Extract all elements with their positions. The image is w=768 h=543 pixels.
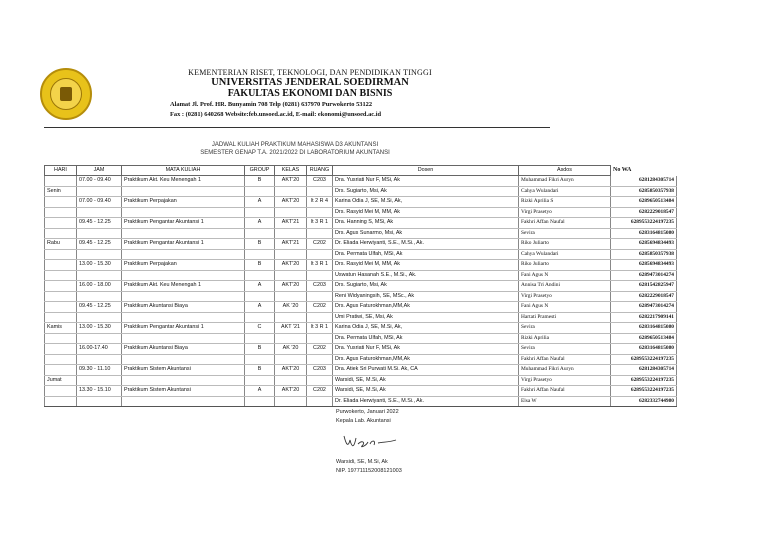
- cell-asdos: Fani Agus N: [519, 302, 611, 313]
- cell-mata-kuliah: [122, 186, 245, 197]
- table-row: [45, 239, 677, 250]
- cell-jam: [77, 186, 122, 197]
- cell-ruang: [307, 228, 333, 239]
- cell-asdos: Hartati Pramesti: [519, 312, 611, 323]
- cell-asdos: Virgi Prasetyo: [519, 375, 611, 386]
- table-row: [45, 365, 677, 376]
- cell-jam: [77, 228, 122, 239]
- cell-mata-kuliah: Praktikum Pengantar Akuntansi 1: [122, 239, 245, 250]
- cell-ruang: lt 3 R 1: [307, 323, 333, 334]
- cell-hari: [45, 396, 77, 407]
- cell-group: [245, 249, 275, 260]
- cell-mata-kuliah: [122, 228, 245, 239]
- cell-mata-kuliah: [122, 354, 245, 365]
- letterhead-divider: [44, 127, 550, 128]
- table-row: [45, 302, 677, 313]
- cell-kelas: AKT'20: [275, 197, 307, 208]
- cell-dosen: Drs. Agus Faturokhman,MM,Ak: [333, 302, 519, 313]
- signatory-nip: NIP. 197711152008121003: [336, 468, 402, 474]
- cell-group: B: [245, 260, 275, 271]
- cell-mata-kuliah: [122, 333, 245, 344]
- cell-group: B: [245, 176, 275, 187]
- cell-group: [245, 270, 275, 281]
- cell-no-wa: 6289553224197235: [611, 218, 677, 229]
- table-row: [45, 197, 677, 208]
- cell-kelas: [275, 312, 307, 323]
- table-row: [45, 291, 677, 302]
- cell-dosen: Dra. Yusriati Nur F, MSi, Ak: [333, 176, 519, 187]
- cell-ruang: [307, 333, 333, 344]
- cell-asdos: Virgi Prasetyo: [519, 207, 611, 218]
- cell-ruang: C202: [307, 302, 333, 313]
- table-row: [45, 176, 677, 187]
- cell-ruang: [307, 312, 333, 323]
- cell-jam: [77, 270, 122, 281]
- cell-dosen: Dra. Atiek Sri Purwati M.Si. Ak, CA: [333, 365, 519, 376]
- cell-group: [245, 207, 275, 218]
- cell-no-wa: 6282229018547: [611, 291, 677, 302]
- cell-jam: [77, 375, 122, 386]
- cell-mata-kuliah: Praktikum Pengantar Akuntansi 1: [122, 218, 245, 229]
- cell-no-wa: 6285694834493: [611, 260, 677, 271]
- cell-kelas: AKT '21: [275, 323, 307, 334]
- cell-mata-kuliah: [122, 375, 245, 386]
- table-header-row: [45, 166, 677, 176]
- cell-kelas: [275, 186, 307, 197]
- cell-hari: [45, 281, 77, 292]
- cell-group: A: [245, 386, 275, 397]
- cell-jam: 13.30 - 15.10: [77, 386, 122, 397]
- cell-no-wa: 6281284305714: [611, 176, 677, 187]
- cell-kelas: AK '20: [275, 302, 307, 313]
- table-row: [45, 312, 677, 323]
- cell-asdos: Fakhri Affan Naufal: [519, 354, 611, 365]
- table-row: [45, 375, 677, 386]
- cell-group: [245, 333, 275, 344]
- cell-ruang: lt 2 R 4: [307, 197, 333, 208]
- cell-ruang: [307, 396, 333, 407]
- cell-mata-kuliah: Praktikum Pengantar Akuntansi 1: [122, 323, 245, 334]
- cell-dosen: Drs. Rasyid Mei M, MM, Ak: [333, 260, 519, 271]
- cell-hari: [45, 344, 77, 355]
- cell-hari: [45, 218, 77, 229]
- cell-kelas: AKT'20: [275, 176, 307, 187]
- header-asdos: Asdos: [519, 166, 611, 176]
- cell-no-wa: 6289473014274: [611, 270, 677, 281]
- header-no-wa: No WA: [613, 167, 632, 173]
- cell-asdos: Elsa W: [519, 396, 611, 407]
- cell-dosen: Drs. Rasyid Mei M, MM, Ak: [333, 207, 519, 218]
- cell-kelas: [275, 375, 307, 386]
- header-group: GROUP: [245, 166, 275, 176]
- cell-ruang: [307, 186, 333, 197]
- cell-asdos: Annisa Tri Andini: [519, 281, 611, 292]
- cell-group: [245, 312, 275, 323]
- table-row: [45, 249, 677, 260]
- cell-kelas: AKT'21: [275, 239, 307, 250]
- cell-mata-kuliah: Praktikum Sistem Akuntansi: [122, 386, 245, 397]
- table-row: [45, 281, 677, 292]
- cell-group: [245, 291, 275, 302]
- faculty-name: FAKULTAS EKONOMI DAN BISNIS: [227, 88, 393, 99]
- ministry-name: KEMENTERIAN RISET, TEKNOLOGI, DAN PENDIDIKAN TINGGI: [188, 68, 432, 77]
- table-row: [45, 186, 677, 197]
- cell-mata-kuliah: [122, 312, 245, 323]
- table-row: [45, 270, 677, 281]
- cell-no-wa: 6289650513484: [611, 333, 677, 344]
- cell-hari: [45, 312, 77, 323]
- cell-asdos: Sevira: [519, 228, 611, 239]
- cell-ruang: [307, 375, 333, 386]
- cell-kelas: [275, 291, 307, 302]
- cell-no-wa: 6289553224197235: [611, 375, 677, 386]
- cell-group: [245, 396, 275, 407]
- cell-kelas: AKT'21: [275, 218, 307, 229]
- header-dosen: Dosen: [333, 166, 519, 176]
- cell-ruang: C202: [307, 344, 333, 355]
- table-row: [45, 207, 677, 218]
- cell-dosen: Drs. Agus Sunarmo, Msi, Ak: [333, 228, 519, 239]
- cell-jam: 09.45 - 12.25: [77, 218, 122, 229]
- cell-asdos: Fakhri Affan Naufal: [519, 386, 611, 397]
- cell-hari: [45, 176, 77, 187]
- cell-no-wa: 6282217909141: [611, 312, 677, 323]
- cell-hari: Senin: [45, 186, 77, 197]
- table-row: [45, 396, 677, 407]
- document-title: JADWAL KULIAH PRAKTIKUM MAHASISWA D3 AKUNTANSI: [211, 142, 379, 148]
- cell-mata-kuliah: Praktikum Akt. Keu Menengah 1: [122, 281, 245, 292]
- cell-kelas: [275, 228, 307, 239]
- cell-asdos: Riko Juliarto: [519, 260, 611, 271]
- signature-image: [340, 430, 400, 452]
- cell-ruang: C202: [307, 386, 333, 397]
- cell-hari: [45, 270, 77, 281]
- cell-jam: 16.00-17.40: [77, 344, 122, 355]
- cell-group: B: [245, 344, 275, 355]
- cell-dosen: Uswatun Hasanah S.E., M.Si., Ak.: [333, 270, 519, 281]
- cell-ruang: C203: [307, 176, 333, 187]
- cell-kelas: AKT'20: [275, 365, 307, 376]
- header-ruang: RUANG: [307, 166, 333, 176]
- cell-asdos: Riko Juliarto: [519, 239, 611, 250]
- cell-asdos: Muhammad Fikri Auryn: [519, 176, 611, 187]
- cell-no-wa: 6285694834493: [611, 239, 677, 250]
- address-line: Alamat Jl. Prof. HR. Bunyamin 708 Telp (0281) 637970 Purwokerto 53122: [170, 101, 373, 108]
- cell-asdos: Rizki Aprilia S: [519, 197, 611, 208]
- document-subtitle: SEMESTER GENAP T.A. 2021/2022 DI LABORATORIUM AKUNTANSI: [200, 150, 390, 156]
- table-row: [45, 323, 677, 334]
- cell-mata-kuliah: [122, 249, 245, 260]
- cell-mata-kuliah: [122, 396, 245, 407]
- cell-group: A: [245, 197, 275, 208]
- cell-jam: [77, 396, 122, 407]
- cell-mata-kuliah: [122, 270, 245, 281]
- table-row: [45, 344, 677, 355]
- cell-jam: [77, 291, 122, 302]
- cell-hari: [45, 260, 77, 271]
- cell-no-wa: 6289553224197235: [611, 354, 677, 365]
- cell-asdos: Sevira: [519, 344, 611, 355]
- cell-no-wa: 6285850357938: [611, 186, 677, 197]
- cell-kelas: [275, 249, 307, 260]
- cell-no-wa: 6282229018547: [611, 207, 677, 218]
- header-jam: JAM: [77, 166, 122, 176]
- cell-group: [245, 354, 275, 365]
- cell-hari: [45, 333, 77, 344]
- cell-kelas: AKT'20: [275, 386, 307, 397]
- cell-mata-kuliah: Praktikum Sistem Akuntansi: [122, 365, 245, 376]
- cell-no-wa: 6283164815080: [611, 228, 677, 239]
- table-row: [45, 218, 677, 229]
- cell-dosen: Dra. Permata Ulfah, MSi, Ak: [333, 249, 519, 260]
- cell-hari: [45, 291, 77, 302]
- cell-dosen: Dra. Yusriati Nur F, MSi, Ak: [333, 344, 519, 355]
- cell-no-wa: 6282332744980: [611, 396, 677, 407]
- cell-ruang: [307, 291, 333, 302]
- cell-kelas: [275, 396, 307, 407]
- cell-group: B: [245, 365, 275, 376]
- cell-dosen: Dr. Eliada Herwiyanti, S.E., M.Si., Ak.: [333, 239, 519, 250]
- place-date: Purwokerto, Januari 2022: [336, 409, 399, 415]
- cell-jam: 09.45 - 12.25: [77, 239, 122, 250]
- cell-hari: Jumat: [45, 375, 77, 386]
- cell-no-wa: 6281284305714: [611, 365, 677, 376]
- cell-ruang: [307, 207, 333, 218]
- cell-hari: [45, 249, 77, 260]
- cell-group: A: [245, 302, 275, 313]
- cell-mata-kuliah: Praktikum Perpajakan: [122, 197, 245, 208]
- table-row: [45, 354, 677, 365]
- table-row: [45, 386, 677, 397]
- cell-dosen: Drs. Agus Faturokhman,MM,Ak: [333, 354, 519, 365]
- signatory-position: Kepala Lab. Akuntansi: [336, 418, 391, 424]
- cell-hari: [45, 197, 77, 208]
- header-kelas: KELAS: [275, 166, 307, 176]
- header-hari: HARI: [45, 166, 77, 176]
- cell-dosen: Umi Pratiwi, SE, Msi, Ak: [333, 312, 519, 323]
- cell-jam: 07.00 - 09.40: [77, 176, 122, 187]
- cell-mata-kuliah: Praktikum Akt. Keu Menengah 1: [122, 176, 245, 187]
- cell-hari: [45, 228, 77, 239]
- cell-jam: 09.30 - 11.10: [77, 365, 122, 376]
- cell-group: A: [245, 218, 275, 229]
- cell-jam: 07.00 - 09.40: [77, 197, 122, 208]
- cell-jam: [77, 354, 122, 365]
- cell-dosen: Dr. Eliada Herwiyanti, S.E., M.Si., Ak.: [333, 396, 519, 407]
- schedule-table: [44, 165, 677, 407]
- cell-asdos: Rizki Aprilia: [519, 333, 611, 344]
- contact-line: Fax : (0281) 640268 Website:feb.unsoed.ac.id, E-mail: ekonomi@unsoed.ac.id: [170, 111, 382, 118]
- cell-ruang: C203: [307, 365, 333, 376]
- cell-kelas: [275, 333, 307, 344]
- cell-hari: [45, 365, 77, 376]
- cell-asdos: Cahya Wulandari: [519, 249, 611, 260]
- cell-ruang: [307, 249, 333, 260]
- cell-no-wa: 6289650513484: [611, 197, 677, 208]
- cell-ruang: lt 3 R 1: [307, 218, 333, 229]
- cell-mata-kuliah: [122, 207, 245, 218]
- table-row: [45, 333, 677, 344]
- cell-hari: [45, 354, 77, 365]
- cell-hari: [45, 386, 77, 397]
- cell-asdos: Sevira: [519, 323, 611, 334]
- cell-dosen: Dra. Permata Ulfah, MSi, Ak: [333, 333, 519, 344]
- cell-asdos: Virgi Prasetyo: [519, 291, 611, 302]
- cell-ruang: C203: [307, 281, 333, 292]
- table-row: [45, 260, 677, 271]
- cell-group: [245, 375, 275, 386]
- cell-dosen: Drs. Sugiarto, Msi, Ak: [333, 281, 519, 292]
- cell-ruang: C202: [307, 239, 333, 250]
- cell-asdos: Fani Agus N: [519, 270, 611, 281]
- cell-dosen: Warsidi, SE, M.Si, Ak: [333, 375, 519, 386]
- cell-hari: [45, 302, 77, 313]
- cell-no-wa: 6283164815080: [611, 344, 677, 355]
- cell-no-wa: 6283164815080: [611, 323, 677, 334]
- cell-mata-kuliah: Praktikum Perpajakan: [122, 260, 245, 271]
- cell-asdos: Cahya Wulandari: [519, 186, 611, 197]
- cell-ruang: lt 3 R 1: [307, 260, 333, 271]
- cell-no-wa: 6285850357938: [611, 249, 677, 260]
- cell-mata-kuliah: Praktikum Akuntansi Biaya: [122, 344, 245, 355]
- cell-kelas: [275, 354, 307, 365]
- header-mata-kuliah: MATA KULIAH: [122, 166, 245, 176]
- cell-mata-kuliah: [122, 291, 245, 302]
- cell-dosen: Drs. Sugiarto, Msi, Ak: [333, 186, 519, 197]
- cell-jam: 09.45 - 12.25: [77, 302, 122, 313]
- cell-mata-kuliah: Praktikum Akuntansi Biaya: [122, 302, 245, 313]
- cell-asdos: Muhammad Fikri Auryn: [519, 365, 611, 376]
- cell-dosen: Warsidi, SE, M.Si, Ak: [333, 386, 519, 397]
- university-logo: [40, 68, 92, 120]
- cell-dosen: Karina Odia J, SE, M.Si, Ak,: [333, 323, 519, 334]
- cell-no-wa: 6289473014274: [611, 302, 677, 313]
- table-row: [45, 228, 677, 239]
- cell-hari: [45, 207, 77, 218]
- cell-kelas: [275, 207, 307, 218]
- cell-no-wa: 6289553224197235: [611, 386, 677, 397]
- university-name: UNIVERSITAS JENDERAL SOEDIRMAN: [211, 77, 409, 88]
- cell-hari: Kamis: [45, 323, 77, 334]
- cell-ruang: [307, 270, 333, 281]
- cell-jam: 16.00 - 18.00: [77, 281, 122, 292]
- cell-group: C: [245, 323, 275, 334]
- cell-dosen: Dra. Hanning S, MSi, Ak: [333, 218, 519, 229]
- cell-ruang: [307, 354, 333, 365]
- cell-group: A: [245, 281, 275, 292]
- cell-jam: [77, 333, 122, 344]
- cell-hari: Rabu: [45, 239, 77, 250]
- cell-kelas: AK '20: [275, 344, 307, 355]
- cell-jam: [77, 249, 122, 260]
- cell-kelas: AKT'20: [275, 260, 307, 271]
- cell-asdos: Fakhri Affan Naufal: [519, 218, 611, 229]
- cell-group: [245, 228, 275, 239]
- cell-jam: [77, 312, 122, 323]
- cell-kelas: AKT'20: [275, 281, 307, 292]
- cell-group: B: [245, 239, 275, 250]
- cell-no-wa: 6281542825947: [611, 281, 677, 292]
- signatory-name: Warsidi, SE, M.Si, Ak: [336, 459, 388, 465]
- cell-jam: 13.00 - 15.30: [77, 323, 122, 334]
- cell-dosen: Karina Odia J, SE, M.Si, Ak,: [333, 197, 519, 208]
- cell-kelas: [275, 270, 307, 281]
- cell-jam: 13.00 - 15.30: [77, 260, 122, 271]
- cell-group: [245, 186, 275, 197]
- cell-jam: [77, 207, 122, 218]
- cell-dosen: Reni Widyaningsih, SE, MSc., Ak: [333, 291, 519, 302]
